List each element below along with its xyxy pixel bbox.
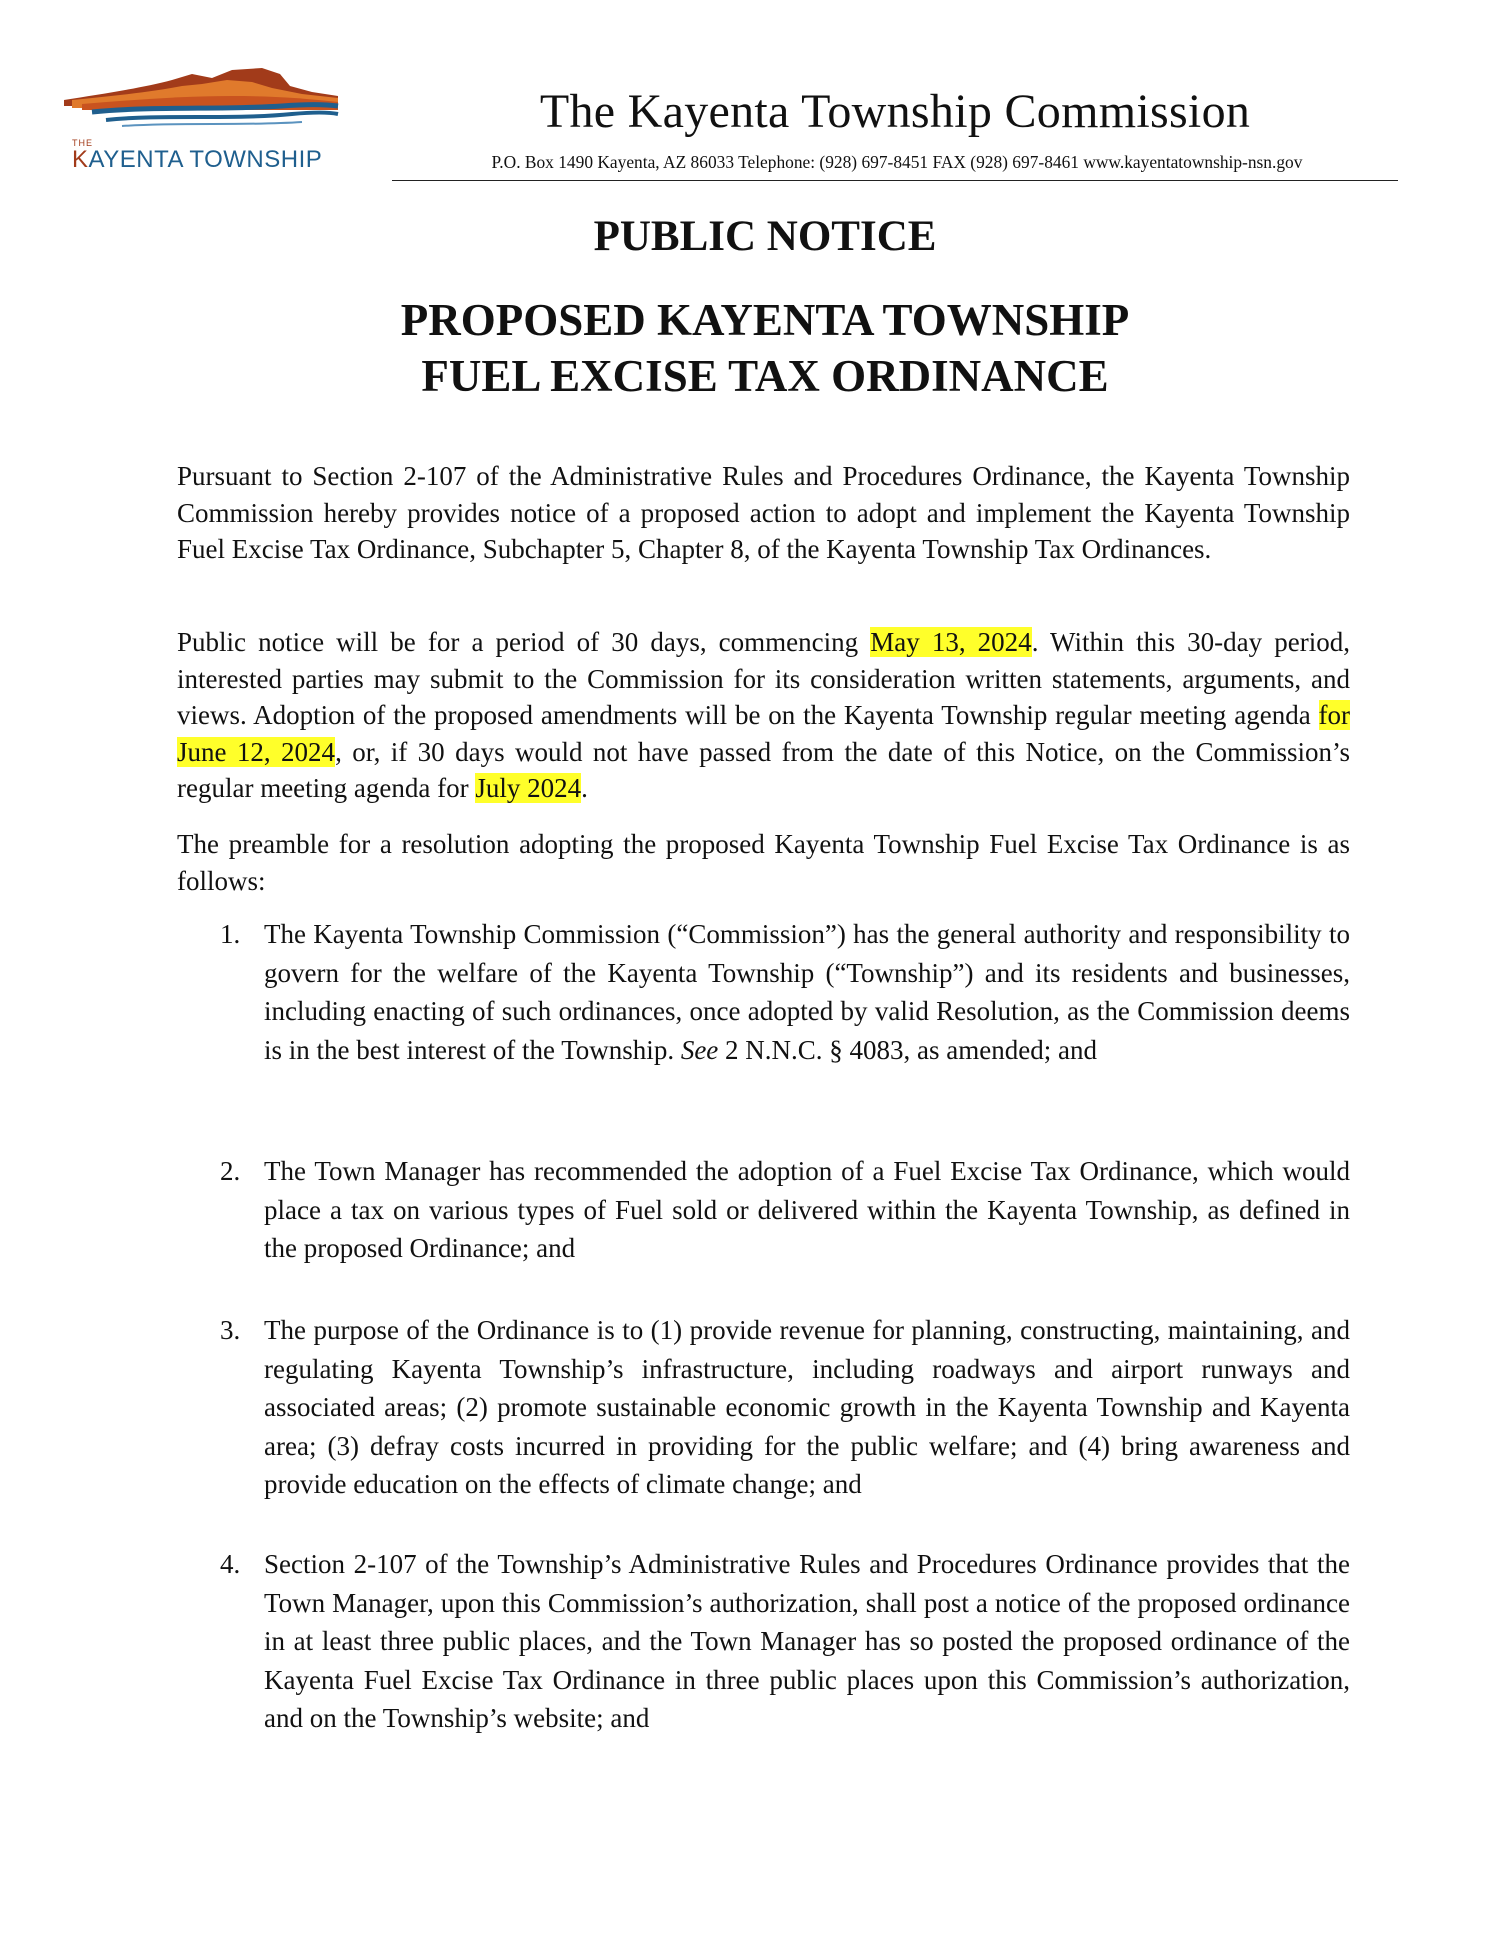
item-number: 3. [220,1315,241,1345]
item-text: The purpose of the Ordinance is to (1) provide revenue for planning, constructing, maintaining, and regulating Kayenta Township’s infrastructure, including roadways and airport runways and associated areas; (2) promote sustainable economic growth in the Kayenta Township and Kayenta area; (3) defray costs incurred in providing for the public welfare; and (4) bring awareness and provide education on the effects of climate change; and [264,1315,1350,1499]
preamble-item-1 [220,915,1350,1069]
preamble-item-2 [220,1152,1350,1268]
preamble-intro-paragraph: The preamble for a resolution adopting the proposed Kayenta Township Fuel Excise Tax Ordinance is as follows: [177,829,1350,896]
organization-title: The Kayenta Township Commission [539,85,1251,138]
ordinance-title-line-1: PROPOSED KAYENTA TOWNSHIP [400,295,1130,345]
item-text: The Kayenta Township Commission (“Commission”) has the general authority and responsibility to govern for the welfare of the Kayenta Township (“Township”) and its residents and businesses, including enacting of such ordinances, once adopted by valid Resolution, as the Commission deems is in the best interest of the Township. See 2 N.N.C. § 4083, as amended; and [264,919,1350,1065]
notice-period-paragraph: Public notice will be for a period of 30 days, commencing May 13, 2024. Within this 30-day period, interested parties may submit to the Commission for its consideration written statements, arguments, and views. Adoption of the proposed amendments will be on the Kayenta Township regular meeting agenda for June 12, 2024, or, if 30 days would not have passed from the date of this Notice, on the Commission’s regular meeting agenda for July 2024. [177,627,1350,803]
intro-paragraph: Pursuant to Section 2-107 of the Administrative Rules and Procedures Ordinance, the Kayenta Township Commission hereby provides notice of a proposed action to adopt and implement the Kayenta Township Fuel Excise Tax Ordinance, Subchapter 5, Chapter 8, of the Kayenta Township Tax Ordinances. [177,461,1350,564]
item-text: Section 2-107 of the Township’s Administrative Rules and Procedures Ordinance provides that the Town Manager, upon this Commission’s authorization, shall post a notice of the proposed ordinance in at least three public places, and the Town Manager has so posted the proposed ordinance of the Kayenta Fuel Excise Tax Ordinance in three public places upon this Commission’s authorization, and on the Township’s website; and [264,1549,1350,1733]
item-number: 4. [220,1549,241,1579]
contact-line: P.O. Box 1490 Kayenta, AZ 86033 Telephone: (928) 697-8451 FAX (928) 697-8461 www.kayentatownship-nsn.gov [491,152,1303,172]
item-number: 2. [220,1156,241,1186]
header-divider [392,180,1398,181]
highlight-start-date: May 13, 2024 [870,627,1032,657]
logo-wordmark: KAYENTA TOWNSHIP [72,146,323,173]
item-number: 1. [220,919,241,949]
logo-the-text: THE [72,138,93,148]
public-notice-heading: PUBLIC NOTICE [593,213,937,260]
preamble-item-3 [220,1311,1350,1504]
ordinance-title [0,292,1500,404]
preamble-item-4 [220,1545,1350,1738]
mesa-landscape-icon [62,66,344,136]
item-text: The Town Manager has recommended the adoption of a Fuel Excise Tax Ordinance, which would place a tax on various types of Fuel sold or delivered within the Kayenta Township, as defined in the proposed Ordinance; and [264,1156,1350,1263]
kayenta-township-logo [62,66,344,176]
ordinance-title-line-2: FUEL EXCISE TAX ORDINANCE [421,351,1109,401]
highlight-meeting-date: for June 12, 2024 [177,700,1350,767]
highlight-alt-meeting-date: July 2024 [475,773,582,803]
